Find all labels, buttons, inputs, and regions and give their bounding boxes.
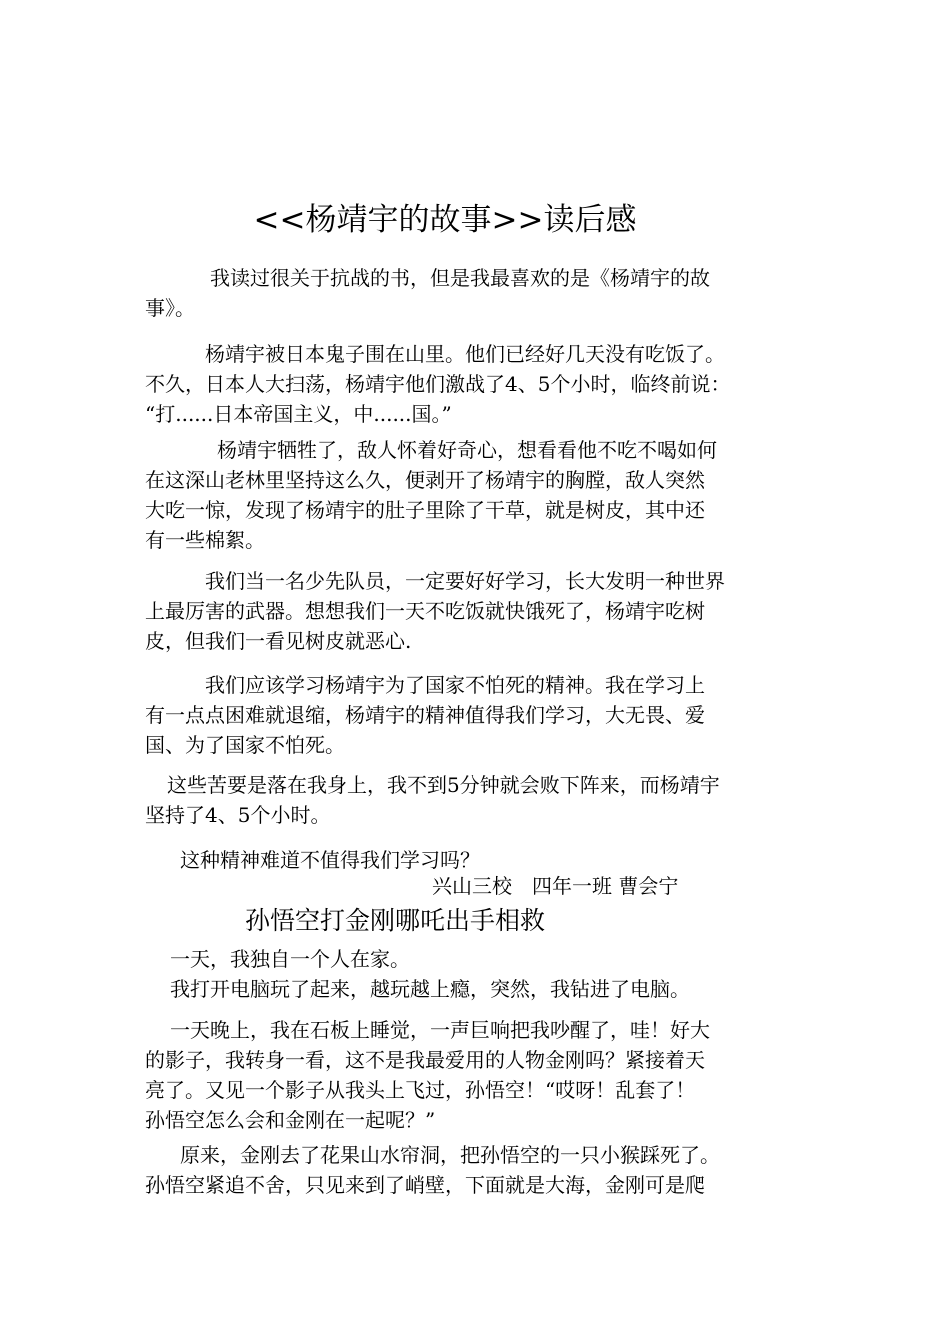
text-line: 原来，金刚去了花果山水帘洞，把孙悟空的一只小猴踩死了。 bbox=[180, 1143, 720, 1167]
text-line: 在这深山老林里坚持这么久，便剥开了杨靖宇的胸膛，敌人突然 bbox=[145, 468, 705, 492]
text-line: 事》。 bbox=[145, 296, 195, 320]
text-line: 一天，我独自一个人在家。 bbox=[170, 947, 410, 971]
essay1-paragraph-1 bbox=[145, 263, 810, 323]
essay1-paragraph-5 bbox=[145, 670, 810, 760]
essay2-title: 孙悟空打金刚哪吒出手相救 bbox=[245, 906, 546, 935]
text-line: 有一些棉絮。 bbox=[145, 528, 265, 552]
text-line: 亮了。又见一个影子从我头上飞过，孙悟空！“哎呀！乱套了！ bbox=[145, 1078, 696, 1102]
text-line: 这些苦要是落在我身上，我不到5分钟就会败下阵来，而杨靖宇 bbox=[167, 773, 720, 797]
essay1-paragraph-4 bbox=[145, 566, 810, 656]
text-line: 我们应该学习杨靖宇为了国家不怕死的精神。我在学习上 bbox=[205, 673, 705, 697]
text-line: 皮，但我们一看见树皮就恶心. bbox=[145, 629, 412, 653]
text-line: 我读过很关于抗战的书，但是我最喜欢的是《杨靖宇的故 bbox=[210, 266, 710, 290]
essay1-paragraph-2 bbox=[145, 339, 810, 429]
essay2-paragraph-1 bbox=[145, 944, 810, 1004]
text-line: 有一点点困难就退缩，杨靖宇的精神值得我们学习，大无畏、爱 bbox=[145, 703, 705, 727]
essay1-paragraph-6 bbox=[145, 770, 810, 830]
text-line: 孙悟空紧追不舍，只见来到了峭壁，下面就是大海，金刚可是爬 bbox=[145, 1173, 705, 1197]
text-line: 国、为了国家不怕死。 bbox=[145, 733, 345, 757]
text-line: 坚持了4、5个小时。 bbox=[145, 803, 331, 827]
essay2-paragraph-2 bbox=[145, 1015, 810, 1135]
essay1-paragraph-3 bbox=[145, 435, 810, 555]
text-line: 孙悟空怎么会和金刚在一起呢？” bbox=[145, 1108, 436, 1132]
text-line: 我打开电脑玩了起来，越玩越上瘾，突然，我钻进了电脑。 bbox=[170, 977, 690, 1001]
essay1-signature: 兴山三校 四年一班 曹会宁 bbox=[432, 874, 679, 898]
essay2-paragraph-3 bbox=[145, 1140, 810, 1200]
essay1-title: <<杨靖宇的故事>>读后感 bbox=[253, 202, 637, 238]
text-line: “打......日本帝国主义，中......国。” bbox=[145, 402, 452, 426]
essay1-paragraph-7 bbox=[145, 845, 810, 875]
text-line: 我们当一名少先队员，一定要好好学习，长大发明一种世界 bbox=[205, 569, 725, 593]
text-line: 杨靖宇牺牲了，敌人怀着好奇心，想看看他不吃不喝如何 bbox=[217, 438, 717, 462]
text-line: 上最厉害的武器。想想我们一天不吃饭就快饿死了，杨靖宇吃树 bbox=[145, 599, 705, 623]
text-line: 大吃一惊，发现了杨靖宇的肚子里除了干草，就是树皮，其中还 bbox=[145, 498, 705, 522]
text-line: 杨靖宇被日本鬼子围在山里。他们已经好几天没有吃饭了。 bbox=[205, 342, 725, 366]
text-line: 的影子，我转身一看，这不是我最爱用的人物金刚吗？紧接着天 bbox=[145, 1048, 705, 1072]
text-line: 这种精神难道不值得我们学习吗？ bbox=[180, 848, 480, 872]
text-line: 一天晚上，我在石板上睡觉，一声巨响把我吵醒了，哇！好大 bbox=[170, 1018, 710, 1042]
text-line: 不久，日本人大扫荡，杨靖宇他们激战了4、5个小时，临终前说： bbox=[145, 372, 731, 396]
